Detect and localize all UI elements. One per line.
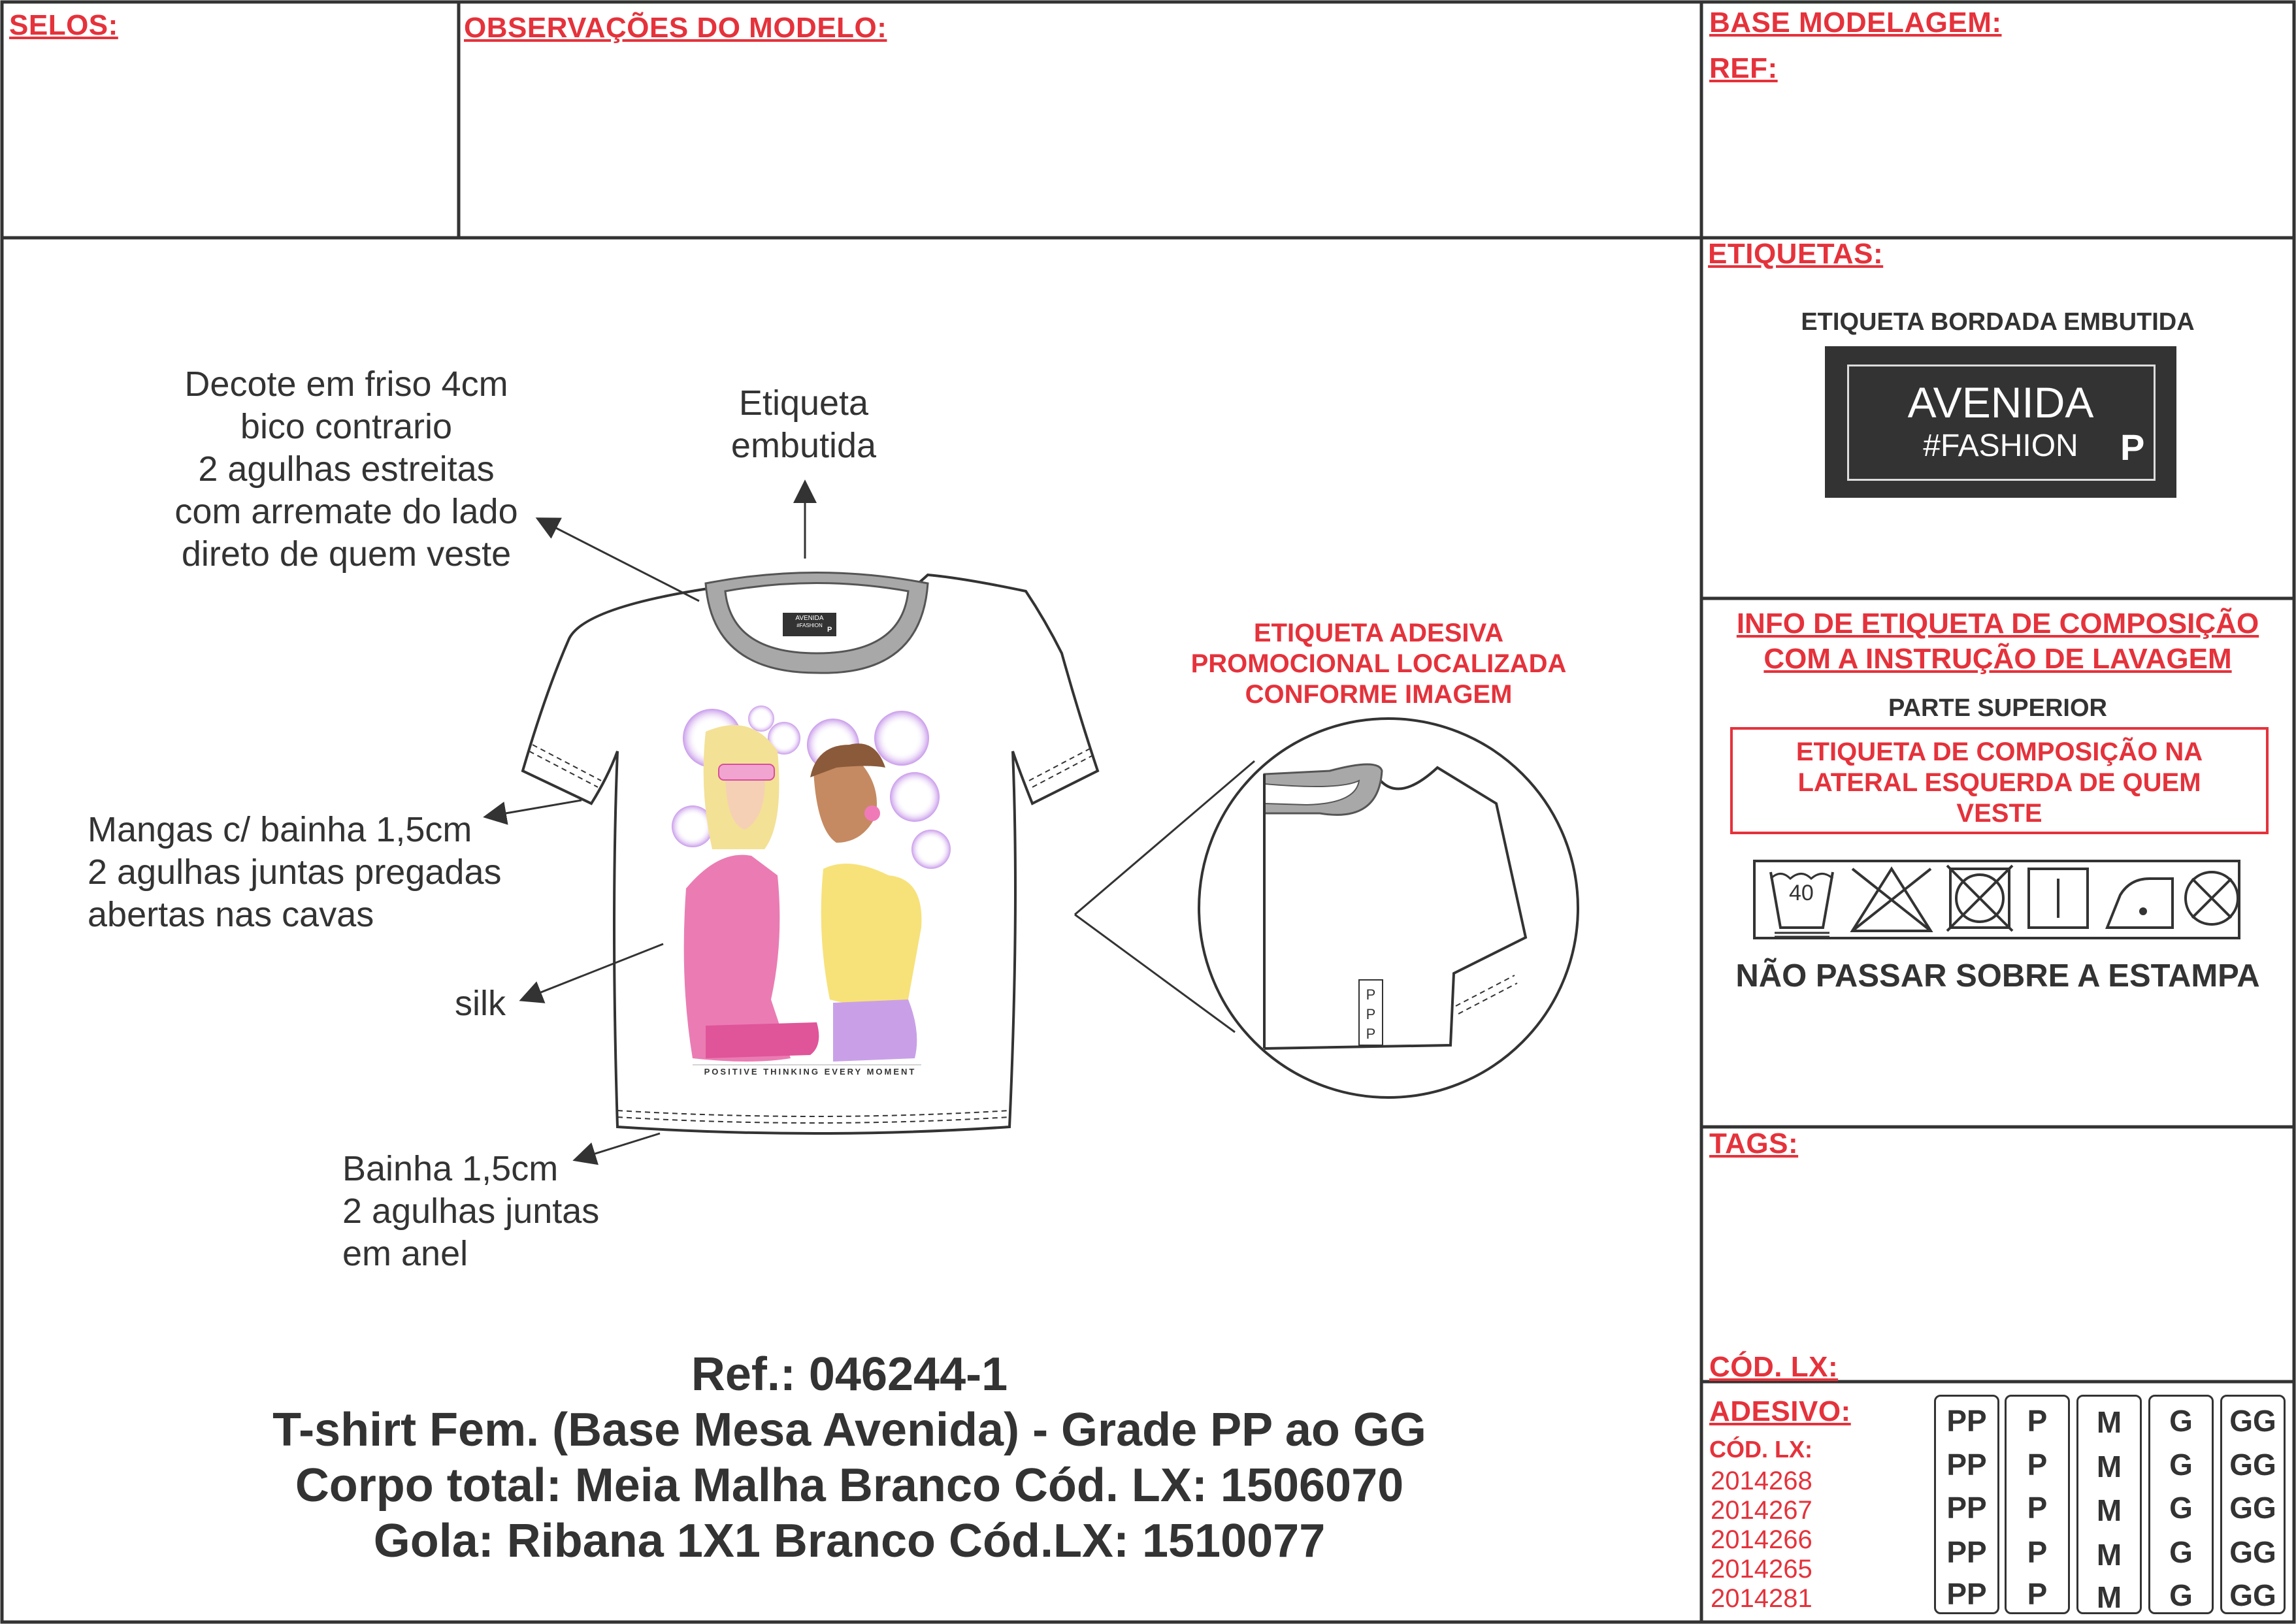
neck-label-size: P [827,626,832,634]
no-bleach-icon [1852,869,1931,931]
size-cell: GG [2229,1404,2276,1438]
sticker-letter: P [1366,1026,1376,1042]
size-cell: PP [1946,1404,1987,1438]
etiqueta-caption: ETIQUETA BORDADA EMBUTIDA [1801,308,2195,336]
decote-note [150,363,542,576]
size-cell: GG [2229,1535,2276,1569]
mangas-line: abertas nas cavas [88,895,374,934]
adesivo-code-1: 2014268 [1711,1467,1812,1495]
size-cell: PP [1946,1491,1987,1525]
adesivo-code-3: 2014266 [1711,1525,1812,1554]
selos-header: SELOS: [9,9,118,41]
adesivo-cod-label: CÓD. LX: [1709,1436,1812,1463]
no-dry-clean-icon [2186,872,2238,924]
neck-label-brand: AVENIDA [795,615,824,622]
tags-header: TAGS: [1709,1128,1799,1160]
size-column-m [2076,1395,2142,1614]
wash-temp: 40 [1789,881,1814,905]
composicao-title-1: INFO DE ETIQUETA DE COMPOSIÇÃO [1736,608,2259,640]
decote-line: direto de quem veste [181,534,512,574]
size-column-g [2148,1395,2214,1614]
mangas-line: Mangas c/ bainha 1,5cm [88,810,472,849]
size-column-pp [1934,1395,1999,1614]
neck-label-sub: #FASHION [796,623,823,628]
etiquetas-header: ETIQUETAS: [1708,238,1884,270]
size-cell: GG [2229,1448,2276,1482]
print-slogan: POSITIVE THINKING EVERY MOMENT [704,1067,917,1077]
observacoes-header: OBSERVAÇÕES DO MODELO: [464,12,887,44]
brand-name: AVENIDA [1907,378,2094,427]
silk-note: silk [455,984,506,1023]
parte-superior: PARTE SUPERIOR [1888,694,2107,722]
footer-product: T-shirt Fem. (Base Mesa Avenida) - Grade PP ao GG [272,1404,1426,1456]
size-column-p [2005,1395,2070,1614]
size-cell: P [2027,1535,2048,1569]
brand-label [1825,346,2176,498]
size-cell: P [2027,1491,2048,1525]
footer-ref: Ref.: 046244-1 [691,1348,1008,1401]
decote-line: 2 agulhas estreitas [198,449,495,489]
detail-callout [1075,719,1578,1097]
bainha-note [342,1148,599,1275]
decote-line: com arremate do lado [174,492,518,531]
line-dry-icon [2029,869,2088,928]
composicao-box-line-1: ETIQUETA DE COMPOSIÇÃO NA [1796,738,2203,766]
decote-line: Decote em friso 4cm [184,365,508,404]
size-cell: G [2169,1491,2193,1525]
size-cell: GG [2229,1578,2276,1612]
bainha-line: em anel [342,1234,468,1273]
size-cell: G [2169,1448,2193,1482]
mangas-line: 2 agulhas juntas pregadas [88,853,502,892]
etiqueta-line: embutida [730,426,877,465]
size-cell: G [2169,1578,2193,1612]
size-cell: PP [1946,1535,1987,1569]
mangas-note [88,809,501,936]
size-cell: M [2096,1493,2122,1527]
size-cell: M [2096,1538,2122,1572]
adesiva-line: CONFORME IMAGEM [1245,680,1513,709]
adesiva-line: PROMOCIONAL LOCALIZADA [1190,649,1567,678]
size-cell: G [2169,1535,2193,1569]
adesivo-code-5: 2014281 [1711,1584,1812,1613]
sticker-letter: P [1366,986,1376,1003]
adesivo-code-2: 2014267 [1711,1496,1812,1525]
adesiva-line: ETIQUETA ADESIVA [1253,619,1504,647]
tshirt-drawing [523,571,1098,1133]
etiqueta-adesiva-note [1156,618,1601,710]
bainha-line: Bainha 1,5cm [342,1149,559,1188]
ref-header: REF: [1709,52,1778,84]
base-modelagem-header: BASE MODELAGEM: [1709,7,2002,39]
size-cell: PP [1946,1448,1987,1482]
etiqueta-embutida-note [706,382,902,467]
etiqueta-line: Etiqueta [738,383,869,423]
no-tumble-dry-icon [1947,866,2012,931]
nao-passar-warning: NÃO PASSAR SOBRE A ESTAMPA [1735,958,2260,994]
size-cell: M [2096,1580,2122,1614]
footer-gola: Gola: Ribana 1X1 Branco Cód.LX: 1510077 [373,1515,1326,1567]
brand-subtitle: #FASHION [1923,429,2078,463]
footer-corpo: Corpo total: Meia Malha Branco Cód. LX: 1506070 [295,1459,1404,1512]
size-cell: PP [1946,1577,1987,1611]
size-cell: P [2027,1448,2048,1482]
size-cell: M [2096,1450,2122,1484]
sticker-letter: P [1366,1006,1376,1022]
decote-line: bico contrario [240,407,453,446]
brand-size: P [2120,427,2145,468]
bainha-line: 2 agulhas juntas [342,1192,600,1231]
promo-sticker-text [1359,985,1383,1044]
size-cell: P [2027,1404,2048,1438]
adesivo-code-4: 2014265 [1711,1555,1812,1583]
size-cell: GG [2229,1491,2276,1525]
composicao-title-2: COM A INSTRUÇÃO DE LAVAGEM [1763,643,2232,675]
size-cell: G [2169,1404,2193,1438]
size-column-gg [2220,1395,2286,1614]
cod-lx-header: CÓD. LX: [1709,1351,1839,1383]
adesivo-header: ADESIVO: [1709,1395,1851,1427]
composicao-box-line-2: LATERAL ESQUERDA DE QUEM [1797,768,2201,797]
size-cell: M [2096,1405,2122,1439]
iron-low-icon [2107,879,2173,928]
composicao-box-line-3: VESTE [1956,799,2042,828]
size-cell: P [2027,1577,2048,1611]
